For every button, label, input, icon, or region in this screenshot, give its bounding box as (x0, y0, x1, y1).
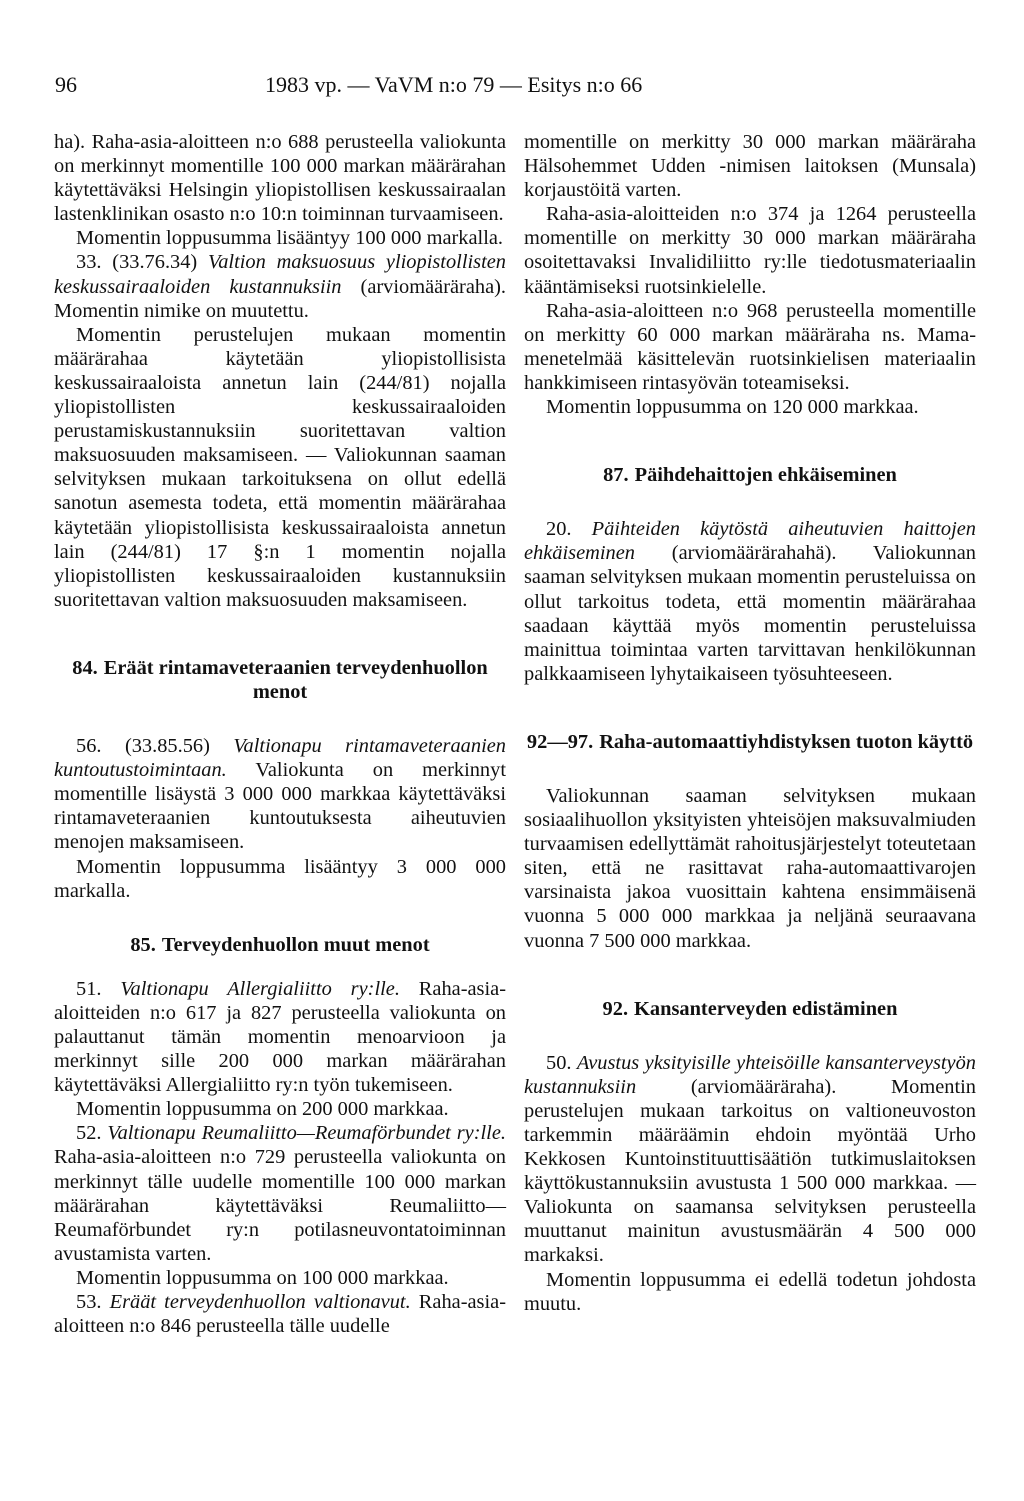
paragraph (524, 1051, 976, 1268)
item-title: Valtion maksuosuus yliopistollisten keskussairaaloiden kustannuksiin (54, 251, 506, 298)
paragraph (524, 517, 976, 686)
page-header (55, 72, 975, 104)
section-number: 84. (72, 656, 98, 679)
paragraph: Momentin loppusumma ei edellä todetun johdosta muutu. (524, 1268, 976, 1315)
item-text: Raha-asia-aloitteiden n:o 617 ja 827 perusteella valiokunta on palauttanut tämän momentin menoarvioon ja merkinnyt sille 200 000 markan määrärahan käytettäväksi Allergialiitto ry:n työn tukemiseen. (54, 977, 506, 1097)
item-number: 20. (546, 518, 592, 541)
section-number: 92—97. (526, 730, 594, 753)
right-column (524, 130, 976, 1316)
paragraph: momentille on merkitty 30 000 markan määräraha Hälsohemmet Udden -nimisen laitoksen (Munsala) korjaustöitä varten. (524, 131, 976, 202)
item-text: (arviomääräraha). Momentin perustelujen mukaan tarkoitus on valtioneuvoston tarkemmin määräämin ehdoin myöntää Urho Kekkosen Kuntoinstituuttisäätiön tutkimuslaitoksen käyttökustannuksiin avustusta 1 500 000 markkaa. — Valiokunta on saamansa selvityksen perusteella muuttanut mainitun avustusmäärän 4 500 000 markaksi. (524, 1075, 976, 1267)
page-number: 96 (55, 72, 77, 97)
paragraph: Momentin perustelujen mukaan momentin määrärahaa käytetään yliopistollisista keskussairaaloista annetun lain (244/81) nojalla yliopistollisten keskussairaaloiden perustamiskustannuksiin suoritettavan valtion maksuosuuden maksamiseen. — Valiokunnan saaman selvityksen mukaan tarkoituksena on ollut edellä sanotun asemesta todeta, että momentin määrärahaa käytetään yliopistollisista keskussairaaloista annetun lain (244/81) 17 §:n 1 momentin nojalla yliopistollisten keskussairaaloiden kustannuksiin suoritettavan valtion maksuosuuden maksamiseen. (54, 323, 506, 611)
section-title: Eräät rintamaveteraanien terveydenhuollon menot (103, 656, 488, 703)
item-title: Eräät terveydenhuollon valtionavut. (109, 1291, 411, 1314)
item-number: 52. (76, 1122, 108, 1145)
paragraph: Momentin loppusumma on 100 000 markkaa. (76, 1266, 449, 1289)
section-heading-92-97 (524, 730, 976, 754)
paragraph (54, 1121, 506, 1266)
running-title: 1983 vp. — VaVM n:o 79 — Esitys n:o 66 (265, 72, 643, 97)
paragraph (54, 977, 506, 1097)
paragraph: Momentin loppusumma on 120 000 markkaa. (546, 396, 919, 419)
item-text: (arviomäärärahahä). Valiokunnan saaman selvityksen mukaan momentin perusteluissa on ollut tarkoitus todeta, että momentin määrärahaa saadaan käyttää myös momentin perusteluissa mainittua toimintaa varten tarvittavan henkilökunnan palkkaamiseen lyhytaikaiseen työsuhteeseen. (524, 542, 976, 685)
item-number: 51. (76, 977, 121, 1000)
item-title: Avustus yksityisille yhteisöille kansanterveystyön kustannuksiin (524, 1051, 976, 1098)
item-title: Päihteiden käytöstä aiheutuvien haittojen ehkäiseminen (524, 518, 976, 565)
section-title: Terveydenhuollon muut menot (161, 933, 430, 956)
paragraph: Raha-asia-aloitteiden n:o 374 ja 1264 perusteella momentille on merkitty 30 000 markan määräraha osoitettavaksi Invalidiliitto ry:lle tiedotusmateriaalin kääntämiseksi ruotsinkielelle. (524, 203, 976, 298)
section-number: 92. (602, 997, 629, 1020)
paragraph: Raha-asia-aloitteen n:o 968 perusteella momentille on merkitty 60 000 markan määräraha ns. Mama-menetelmää käsittelevän ruotsinkielisen materiaalin hankkimiseen rintasyövän toteamiseksi. (524, 299, 976, 394)
section-heading-84 (54, 656, 506, 704)
item-text: Raha-asia-aloitteen n:o 846 perusteella tälle uudelle (54, 1291, 506, 1338)
item-title: Valtionapu rintamaveteraanien kuntoutustoimintaan. (54, 735, 506, 782)
item-title: Valtionapu Allergialiitto ry:lle. (120, 977, 400, 1000)
paragraph (54, 1290, 506, 1338)
item-number: 53. (76, 1291, 110, 1314)
paragraph (54, 734, 506, 854)
item-number: 33. (33.76.34) (76, 251, 209, 274)
section-title: Raha-automaattiyhdistyksen tuoton käyttö (599, 730, 974, 753)
paragraph: ha). Raha-asia-aloitteen n:o 688 perusteella valiokunta on merkinnyt momentille 100 000 markan määrärahan käytettäväksi Helsingin yliopistollisen keskussairaalan lastenklinikan osasto n:o 10:n toiminnan turvaamiseen. (54, 131, 506, 226)
section-number: 85. (130, 933, 156, 956)
paragraph: Momentin loppusumma lisääntyy 3 000 000 markalla. (54, 855, 506, 902)
left-column (54, 130, 506, 1338)
section-number: 87. (603, 464, 629, 487)
item-number: 50. (546, 1051, 577, 1074)
item-number: 56. (33.85.56) (76, 735, 234, 758)
section-heading-85 (54, 933, 506, 957)
item-title: Valtionapu Reumaliitto—Reumaförbundet ry:lle. (107, 1122, 506, 1145)
item-text: (arviomääräraha). Momentin nimike on muutettu. (54, 275, 507, 322)
section-heading-87 (524, 463, 976, 487)
section-title: Kansanterveyden edistäminen (634, 997, 898, 1020)
paragraph (54, 250, 506, 322)
item-text: Raha-asia-aloitteen n:o 729 perusteella valiokunta on merkinnyt tälle uudelle momentille 100 000 markan määrärahan käytettäväksi Reumaliitto—Reumaförbundet ry:n potilasneuvontatoiminnan avustamista varten. (54, 1146, 506, 1265)
paragraph: Momentin loppusumma lisääntyy 100 000 markalla. (76, 227, 504, 250)
section-heading-92 (524, 997, 976, 1021)
section-title: Päihdehaittojen ehkäiseminen (634, 464, 897, 487)
paragraph: Valiokunnan saaman selvityksen mukaan sosiaalihuollon yksityisten yhteisöjen maksuvalmiuden turvaamisen edellyttämät rahoitusjärjestelyt toteutetaan siten, että ne rasittavat raha-automaattivarojen varsinaista jakoa vuosittain kahtena ensimmäisenä vuonna 5 000 000 markkaa ja neljänä seuraavana vuonna 7 500 000 markkaa. (524, 784, 976, 952)
paragraph: Momentin loppusumma on 200 000 markkaa. (76, 1098, 449, 1121)
item-text: Valiokunta on merkinnyt momentille lisäystä 3 000 000 markkaa käytettäväksi rintamaveteraanien kuntoutuksesta aiheutuvien menojen maksamiseen. (54, 759, 506, 854)
